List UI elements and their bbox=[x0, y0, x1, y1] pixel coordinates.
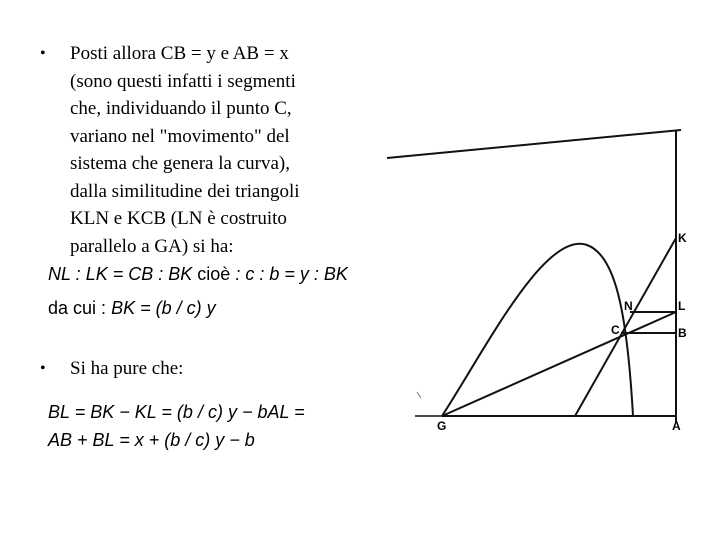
label-l: L bbox=[678, 299, 686, 313]
equation-result bbox=[48, 298, 216, 319]
bullet-marker: • bbox=[40, 45, 46, 62]
equation-part: : c : b = y : BK bbox=[235, 264, 348, 284]
equation-bl: BL = BK − KL = (b / c) y − bAL = bbox=[48, 402, 305, 422]
label-a: A bbox=[672, 419, 681, 433]
geometry-figure bbox=[375, 120, 695, 450]
label-c: C bbox=[611, 323, 620, 337]
equation-part: NL : LK = CB : BK bbox=[48, 264, 193, 284]
label-b: B bbox=[678, 326, 687, 340]
bullet-marker: • bbox=[40, 360, 46, 377]
label-k: K bbox=[678, 231, 687, 245]
equation-proportion bbox=[48, 264, 348, 285]
label-g: G bbox=[437, 419, 447, 433]
label-n: N bbox=[624, 299, 633, 313]
bullet-text: Si ha pure che: bbox=[70, 358, 184, 379]
equation-ab-bl: AB + BL = x + (b / c) y − b bbox=[48, 430, 255, 450]
figure-background bbox=[375, 120, 695, 450]
equation-word: cioè bbox=[197, 264, 231, 284]
equation-part: BK = (b / c) y bbox=[111, 298, 216, 318]
equation-word: da cui : bbox=[48, 298, 107, 318]
bullet-text: Posti allora CB = y e AB = x (sono questi infatti i segmenti che, individuando il punto C, variano nel "movimento" del sistema che genera la curva), dalla similitudine dei triangoli KLN e KCB (LN è costruito parallelo a GA) si ha: bbox=[70, 43, 300, 257]
